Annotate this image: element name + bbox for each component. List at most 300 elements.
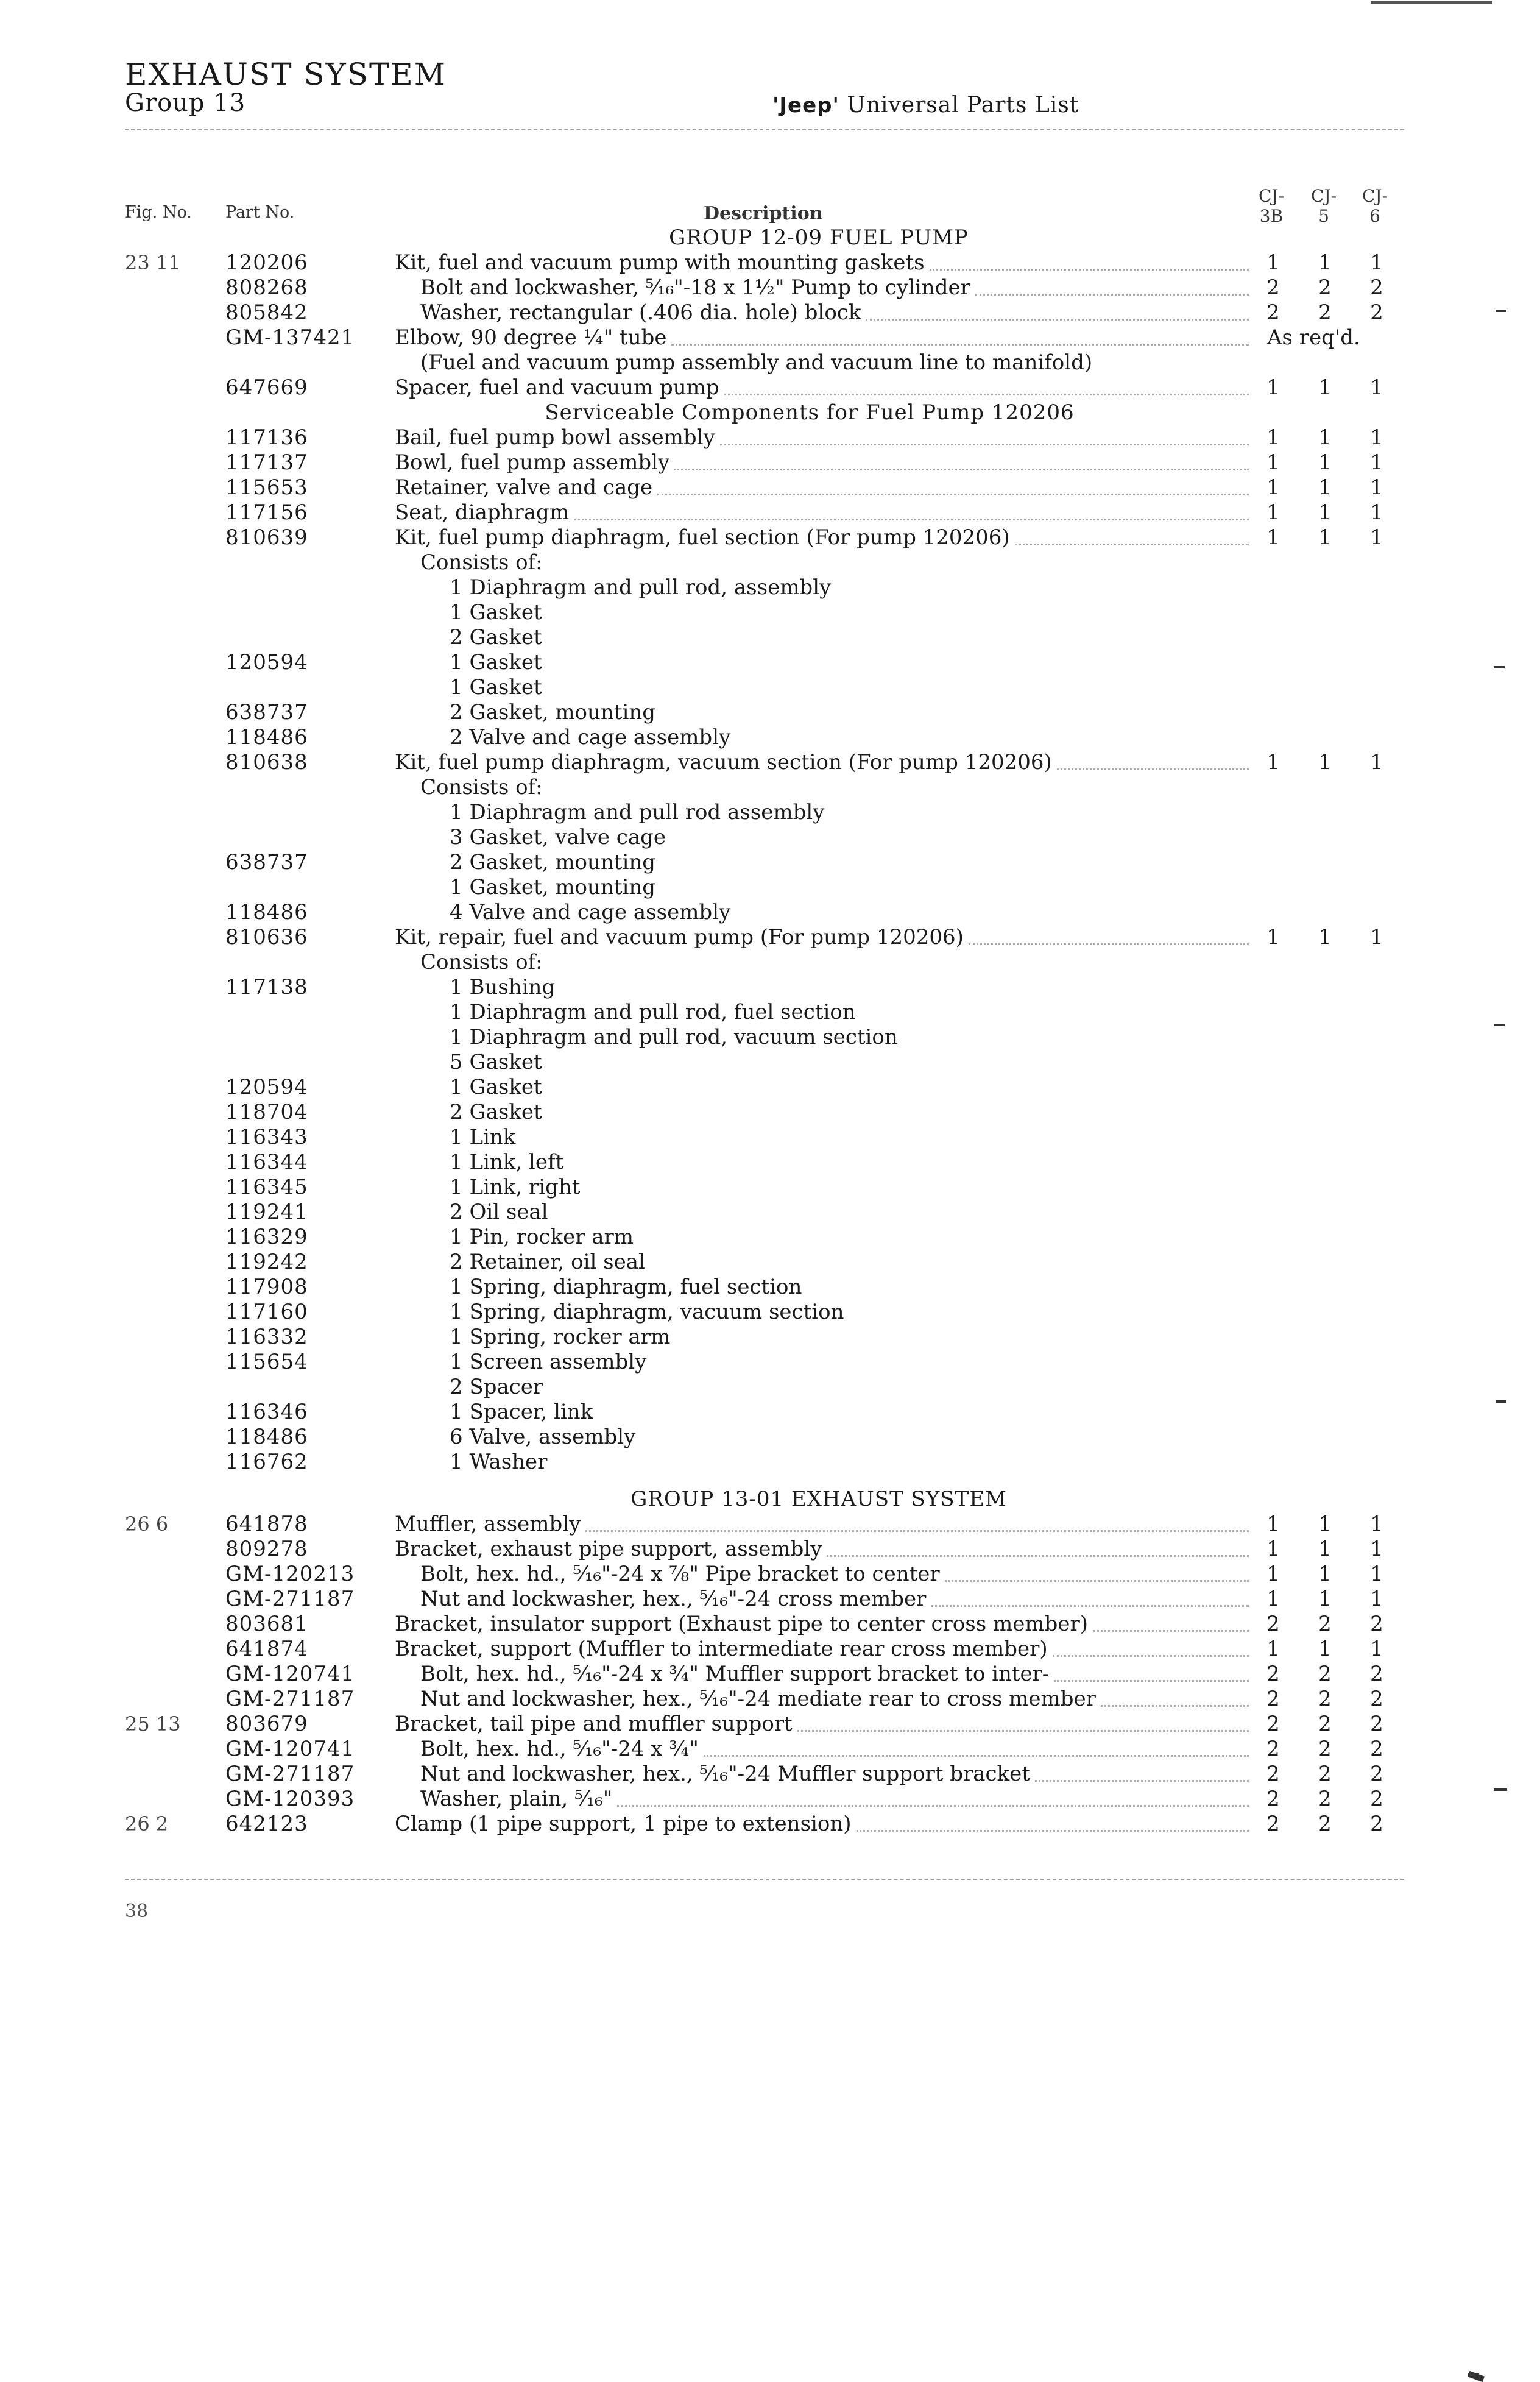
table-row	[0, 1250, 1540, 1275]
qty-cj3b: 2	[1266, 1787, 1280, 1811]
description: 1 Screen assembly	[450, 1350, 647, 1374]
table-row	[0, 1662, 1540, 1687]
leader-dots	[931, 1605, 1249, 1607]
table-row	[0, 1225, 1540, 1250]
part-number: 117138	[225, 975, 308, 999]
qty-cj6: 1	[1370, 375, 1383, 400]
part-number: 810636	[225, 925, 308, 949]
description: 1 Link	[450, 1125, 516, 1149]
qty-cj6: 1	[1370, 500, 1383, 525]
table-row	[0, 800, 1540, 825]
qty-cj5: 1	[1318, 750, 1332, 775]
part-number: 116329	[225, 1225, 308, 1249]
qty-cj5: 2	[1318, 1787, 1332, 1811]
fig-number: 26 6	[125, 1512, 169, 1536]
qty-cj5: 2	[1318, 1662, 1332, 1686]
cj6-line2: 6	[1369, 206, 1380, 226]
qty-cj3b: 1	[1266, 475, 1280, 500]
qty-cj3b: 2	[1266, 1662, 1280, 1686]
part-number: 642123	[225, 1812, 308, 1836]
description: (Fuel and vacuum pump assembly and vacuum line to manifold)	[420, 350, 1093, 375]
margin-mark	[1468, 2371, 1485, 2382]
table-row	[0, 675, 1540, 700]
margin-mark	[1494, 1024, 1505, 1026]
qty-cj5: 1	[1318, 250, 1332, 275]
qty-cj5: 1	[1318, 525, 1332, 550]
part-number: 803679	[225, 1712, 308, 1736]
part-number: 805842	[225, 300, 308, 325]
part-number: 117137	[225, 450, 308, 475]
qty-cj3b: 1	[1266, 925, 1280, 949]
table-row	[0, 1587, 1540, 1612]
description: Consists of:	[420, 950, 543, 974]
description: Bracket, exhaust pipe support, assembly	[395, 1537, 822, 1561]
qty-cj5: 1	[1318, 1637, 1332, 1661]
qty-cj6: 1	[1370, 1562, 1383, 1586]
table-row	[0, 925, 1540, 950]
description: Elbow, 90 degree ¼" tube	[395, 325, 667, 350]
qty-cj6: 1	[1370, 925, 1383, 949]
part-number: 809278	[225, 1537, 308, 1561]
leader-dots	[930, 269, 1249, 271]
cj6-line1: CJ-	[1362, 186, 1388, 206]
column-header-part: Part No.	[225, 203, 295, 222]
part-number: 118704	[225, 1100, 308, 1124]
qty-cj5: 1	[1318, 1562, 1332, 1586]
description: Seat, diaphragm	[395, 500, 570, 525]
qty-cj6: 1	[1370, 525, 1383, 550]
table-row	[0, 625, 1540, 650]
part-number: 647669	[225, 375, 308, 400]
footer-rule	[125, 1879, 1404, 1880]
description: 1 Diaphragm and pull rod, vacuum section	[450, 1025, 898, 1049]
qty-cj5: 1	[1318, 500, 1332, 525]
table-row	[0, 375, 1540, 400]
part-number: 120206	[225, 250, 308, 275]
qty-cj6: 1	[1370, 1587, 1383, 1611]
qty-cj5: 2	[1318, 275, 1332, 300]
description: 2 Spacer	[450, 1375, 543, 1399]
part-number: 808268	[225, 275, 308, 300]
table-row	[0, 1350, 1540, 1375]
table-row	[0, 1687, 1540, 1712]
description: 1 Spring, diaphragm, fuel section	[450, 1275, 802, 1299]
part-number: 120594	[225, 650, 308, 675]
table-row	[0, 1425, 1540, 1450]
qty-cj3b: 1	[1266, 500, 1280, 525]
table-row	[0, 725, 1540, 750]
fig-number: 26 2	[125, 1812, 169, 1835]
qty-cj3b: 1	[1266, 1587, 1280, 1611]
description: Washer, rectangular (.406 dia. hole) block	[420, 300, 861, 325]
description: Bowl, fuel pump assembly	[395, 450, 670, 475]
part-number: 118486	[225, 725, 308, 750]
table-row	[0, 450, 1540, 475]
part-number: 119241	[225, 1200, 308, 1224]
part-number: 115654	[225, 1350, 308, 1374]
description: Consists of:	[420, 775, 543, 799]
table-row	[0, 1375, 1540, 1400]
leader-dots	[1035, 1780, 1249, 1782]
qty-cj3b: 1	[1266, 1537, 1280, 1561]
leader-dots	[574, 519, 1249, 520]
table-row	[0, 1275, 1540, 1300]
part-number: 119242	[225, 1250, 308, 1274]
leader-dots	[969, 943, 1249, 945]
qty-cj5: 1	[1318, 475, 1332, 500]
qty-cj6: 2	[1370, 1662, 1383, 1686]
qty-cj5: 1	[1318, 375, 1332, 400]
page-subtitle	[772, 93, 1079, 118]
leader-dots	[1093, 1630, 1249, 1632]
description: 2 Retainer, oil seal	[450, 1250, 645, 1274]
qty-as-required: As req'd.	[1267, 325, 1360, 350]
qty-cj6: 1	[1370, 1637, 1383, 1661]
table-row	[0, 350, 1540, 375]
part-number: 117136	[225, 425, 308, 450]
description: Consists of:	[420, 550, 543, 575]
qty-cj5: 1	[1318, 925, 1332, 949]
leader-dots	[720, 444, 1249, 445]
description: 2 Gasket	[450, 1100, 542, 1124]
column-header-cj6	[1354, 186, 1396, 226]
qty-cj3b: 2	[1266, 1737, 1280, 1761]
part-number: 810638	[225, 750, 308, 775]
part-number: 116346	[225, 1400, 308, 1424]
qty-cj6: 2	[1370, 1712, 1383, 1736]
page-title: EXHAUST SYSTEM	[125, 57, 447, 92]
part-number: GM-137421	[225, 325, 355, 350]
part-number: 810639	[225, 525, 308, 550]
qty-cj3b: 2	[1266, 275, 1280, 300]
leader-dots	[674, 469, 1249, 470]
qty-cj6: 2	[1370, 1787, 1383, 1811]
qty-cj3b: 1	[1266, 1562, 1280, 1586]
leader-dots	[704, 1755, 1249, 1757]
description: Kit, fuel and vacuum pump with mounting gaskets	[395, 250, 925, 275]
description: 1 Gasket	[450, 675, 542, 700]
qty-cj3b: 2	[1266, 1812, 1280, 1836]
section-heading: GROUP 12-09 FUEL PUMP	[669, 225, 969, 250]
description: 1 Washer	[450, 1450, 548, 1474]
leader-dots	[1015, 544, 1249, 545]
qty-cj3b: 1	[1266, 450, 1280, 475]
qty-cj5: 2	[1318, 1712, 1332, 1736]
qty-cj3b: 2	[1266, 1687, 1280, 1711]
leader-dots	[1054, 1680, 1249, 1682]
description: 1 Spring, diaphragm, vacuum section	[450, 1300, 844, 1324]
description: 6 Valve, assembly	[450, 1425, 636, 1449]
column-header-cj5	[1302, 186, 1345, 226]
qty-cj5: 2	[1318, 1737, 1332, 1761]
margin-mark	[1494, 1788, 1507, 1791]
table-row	[0, 825, 1540, 850]
column-header-cj3b	[1250, 186, 1293, 226]
description: 3 Gasket, valve cage	[450, 825, 666, 849]
table-row	[0, 600, 1540, 625]
description: 1 Gasket	[450, 1075, 542, 1099]
description: 1 Gasket, mounting	[450, 875, 656, 899]
table-row	[0, 1100, 1540, 1125]
description: 2 Valve and cage assembly	[450, 725, 731, 750]
table-row	[0, 500, 1540, 525]
qty-cj5: 2	[1318, 1812, 1332, 1836]
qty-cj3b: 2	[1266, 1712, 1280, 1736]
description: Bolt, hex. hd., ⁵⁄₁₆"-24 x ¾" Muffler support bracket to inter-	[420, 1662, 1050, 1686]
leader-dots	[857, 1830, 1249, 1832]
part-number: 118486	[225, 1425, 308, 1449]
description: Spacer, fuel and vacuum pump	[395, 375, 719, 400]
description: Bracket, insulator support (Exhaust pipe to center cross member)	[395, 1612, 1088, 1636]
qty-cj3b: 1	[1266, 525, 1280, 550]
table-row	[0, 1562, 1540, 1587]
part-number: 116332	[225, 1325, 308, 1349]
cj3b-line1: CJ-	[1258, 186, 1285, 206]
part-number: GM-120741	[225, 1662, 355, 1686]
table-row	[0, 775, 1540, 800]
header-rule	[125, 129, 1404, 130]
qty-cj5: 1	[1318, 450, 1332, 475]
description: Washer, plain, ⁵⁄₁₆"	[420, 1787, 613, 1811]
description: Kit, fuel pump diaphragm, fuel section (For pump 120206)	[395, 525, 1010, 550]
description: Nut and lockwasher, hex., ⁵⁄₁₆"-24 cross member	[420, 1587, 927, 1611]
margin-mark	[1496, 1400, 1506, 1403]
description: 5 Gasket	[450, 1050, 542, 1074]
description: 1 Diaphragm and pull rod, fuel section	[450, 1000, 856, 1024]
part-number: GM-271187	[225, 1687, 355, 1711]
qty-cj3b: 1	[1266, 375, 1280, 400]
qty-cj3b: 1	[1266, 1637, 1280, 1661]
fig-number: 25 13	[125, 1712, 181, 1735]
table-row	[0, 1737, 1540, 1762]
part-number: 116344	[225, 1150, 308, 1174]
column-header-fig: Fig. No.	[125, 203, 192, 222]
table-row	[0, 1487, 1540, 1512]
description: 1 Spring, rocker arm	[450, 1325, 671, 1349]
leader-dots	[945, 1580, 1249, 1582]
table-row	[0, 1812, 1540, 1837]
table-row	[0, 750, 1540, 775]
qty-cj6: 1	[1370, 475, 1383, 500]
table-row	[0, 250, 1540, 275]
part-number: GM-271187	[225, 1762, 355, 1786]
table-row	[0, 1450, 1540, 1475]
table-row	[0, 300, 1540, 325]
table-row	[0, 875, 1540, 900]
qty-cj6: 2	[1370, 1762, 1383, 1786]
description: 1 Gasket	[450, 650, 542, 675]
part-number: 116345	[225, 1175, 308, 1199]
table-row	[0, 325, 1540, 350]
table-row	[0, 900, 1540, 925]
subtitle-text: Universal Parts List	[839, 93, 1079, 118]
description: Bracket, support (Muffler to intermediate rear cross member)	[395, 1637, 1048, 1661]
part-number: 641874	[225, 1637, 308, 1661]
cj5-line2: 5	[1318, 206, 1329, 226]
description: Bolt and lockwasher, ⁵⁄₁₆"-18 x 1½" Pump to cylinder	[420, 275, 970, 300]
part-number: 116762	[225, 1450, 308, 1474]
qty-cj6: 2	[1370, 1812, 1383, 1836]
leader-dots	[585, 1530, 1249, 1532]
description: 1 Link, left	[450, 1150, 564, 1174]
subsection-heading: Serviceable Components for Fuel Pump 120206	[545, 400, 1075, 425]
description: Muffler, assembly	[395, 1512, 581, 1536]
part-number: 638737	[225, 850, 308, 874]
qty-cj5: 2	[1318, 300, 1332, 325]
leader-dots	[657, 494, 1249, 495]
qty-cj6: 2	[1370, 1737, 1383, 1761]
table-row	[0, 1537, 1540, 1562]
part-number: 638737	[225, 700, 308, 725]
table-row	[0, 550, 1540, 575]
table-row	[0, 850, 1540, 875]
group-label: Group 13	[125, 89, 246, 117]
qty-cj5: 2	[1318, 1687, 1332, 1711]
qty-cj5: 1	[1318, 425, 1332, 450]
table-row	[0, 1075, 1540, 1100]
table-row	[0, 575, 1540, 600]
description: 1 Link, right	[450, 1175, 581, 1199]
description: 1 Gasket	[450, 600, 542, 625]
table-row	[0, 525, 1540, 550]
part-number: 116343	[225, 1125, 308, 1149]
part-number: 115653	[225, 475, 308, 500]
table-row	[0, 1300, 1540, 1325]
table-row	[0, 1125, 1540, 1150]
description: 2 Gasket	[450, 625, 542, 650]
table-row	[0, 1712, 1540, 1737]
table-row	[0, 1512, 1540, 1537]
description: Clamp (1 pipe support, 1 pipe to extension)	[395, 1812, 852, 1836]
table-row	[0, 950, 1540, 975]
table-row	[0, 1025, 1540, 1050]
description: Retainer, valve and cage	[395, 475, 653, 500]
table-row	[0, 1000, 1540, 1025]
table-row	[0, 475, 1540, 500]
table-row	[0, 1612, 1540, 1637]
part-number: GM-120741	[225, 1737, 355, 1761]
description: Nut and lockwasher, hex., ⁵⁄₁₆"-24 mediate rear to cross member	[420, 1687, 1096, 1711]
description: 2 Gasket, mounting	[450, 850, 656, 874]
page-number: 38	[125, 1901, 149, 1922]
table-row	[0, 700, 1540, 725]
qty-cj3b: 1	[1266, 250, 1280, 275]
description: Nut and lockwasher, hex., ⁵⁄₁₆"-24 Muffler support bracket	[420, 1762, 1030, 1786]
qty-cj3b: 1	[1266, 750, 1280, 775]
brand-name: 'Jeep'	[772, 93, 839, 118]
table-row	[0, 1637, 1540, 1662]
table-row	[0, 975, 1540, 1000]
part-number: 117156	[225, 500, 308, 525]
part-number: 117908	[225, 1275, 308, 1299]
leader-dots	[797, 1730, 1249, 1732]
description: 1 Diaphragm and pull rod assembly	[450, 800, 825, 824]
table-row	[0, 1400, 1540, 1425]
qty-cj3b: 2	[1266, 1762, 1280, 1786]
description: 1 Pin, rocker arm	[450, 1225, 634, 1249]
qty-cj6: 2	[1370, 275, 1383, 300]
qty-cj6: 1	[1370, 750, 1383, 775]
leader-dots	[1053, 1655, 1249, 1657]
description: Bolt, hex. hd., ⁵⁄₁₆"-24 x ⅞" Pipe bracket to center	[420, 1562, 940, 1586]
fig-number: 23 11	[125, 251, 181, 274]
qty-cj3b: 2	[1266, 300, 1280, 325]
table-row	[0, 1150, 1540, 1175]
qty-cj3b: 2	[1266, 1612, 1280, 1636]
table-row	[0, 1175, 1540, 1200]
description: 2 Gasket, mounting	[450, 700, 656, 725]
leader-dots	[1101, 1705, 1249, 1707]
qty-cj6: 2	[1370, 1612, 1383, 1636]
table-row	[0, 1200, 1540, 1225]
leader-dots	[617, 1805, 1249, 1807]
description: Kit, repair, fuel and vacuum pump (For pump 120206)	[395, 925, 964, 949]
description: 4 Valve and cage assembly	[450, 900, 731, 924]
part-number: GM-120213	[225, 1562, 355, 1586]
table-row	[0, 1050, 1540, 1075]
part-number: GM-271187	[225, 1587, 355, 1611]
part-number: GM-120393	[225, 1787, 355, 1811]
corner-rule	[1371, 1, 1492, 4]
table-row	[0, 1787, 1540, 1812]
description: Kit, fuel pump diaphragm, vacuum section (For pump 120206)	[395, 750, 1052, 775]
qty-cj5: 2	[1318, 1612, 1332, 1636]
description: 1 Spacer, link	[450, 1400, 593, 1424]
qty-cj6: 2	[1370, 300, 1383, 325]
margin-mark	[1494, 666, 1505, 668]
part-number: 118486	[225, 900, 308, 924]
qty-cj6: 1	[1370, 250, 1383, 275]
qty-cj5: 1	[1318, 1512, 1332, 1536]
leader-dots	[671, 344, 1249, 346]
description: 1 Bushing	[450, 975, 556, 999]
leader-dots	[866, 319, 1249, 321]
cj3b-line2: 3B	[1259, 206, 1284, 226]
section-heading: GROUP 13-01 EXHAUST SYSTEM	[630, 1487, 1007, 1511]
qty-cj5: 1	[1318, 1587, 1332, 1611]
cj5-line1: CJ-	[1310, 186, 1337, 206]
qty-cj6: 1	[1370, 1537, 1383, 1561]
part-number: 641878	[225, 1512, 308, 1536]
qty-cj6: 1	[1370, 450, 1383, 475]
column-header-description: Description	[704, 203, 823, 224]
qty-cj5: 1	[1318, 1537, 1332, 1561]
table-row	[0, 275, 1540, 300]
qty-cj6: 1	[1370, 1512, 1383, 1536]
description: 2 Oil seal	[450, 1200, 548, 1224]
leader-dots	[724, 394, 1249, 395]
description: Bail, fuel pump bowl assembly	[395, 425, 715, 450]
description: 1 Diaphragm and pull rod, assembly	[450, 575, 832, 600]
table-row	[0, 650, 1540, 675]
table-row	[0, 1762, 1540, 1787]
qty-cj5: 2	[1318, 1762, 1332, 1786]
description: Bolt, hex. hd., ⁵⁄₁₆"-24 x ¾"	[420, 1737, 699, 1761]
part-number: 120594	[225, 1075, 308, 1099]
description: Bracket, tail pipe and muffler support	[395, 1712, 793, 1736]
leader-dots	[975, 294, 1249, 296]
qty-cj6: 2	[1370, 1687, 1383, 1711]
table-row	[0, 1325, 1540, 1350]
table-row	[0, 225, 1540, 250]
qty-cj6: 1	[1370, 425, 1383, 450]
qty-cj3b: 1	[1266, 1512, 1280, 1536]
qty-cj3b: 1	[1266, 425, 1280, 450]
table-row	[0, 400, 1540, 425]
part-number: 803681	[225, 1612, 308, 1636]
margin-mark	[1496, 310, 1506, 312]
table-row	[0, 425, 1540, 450]
